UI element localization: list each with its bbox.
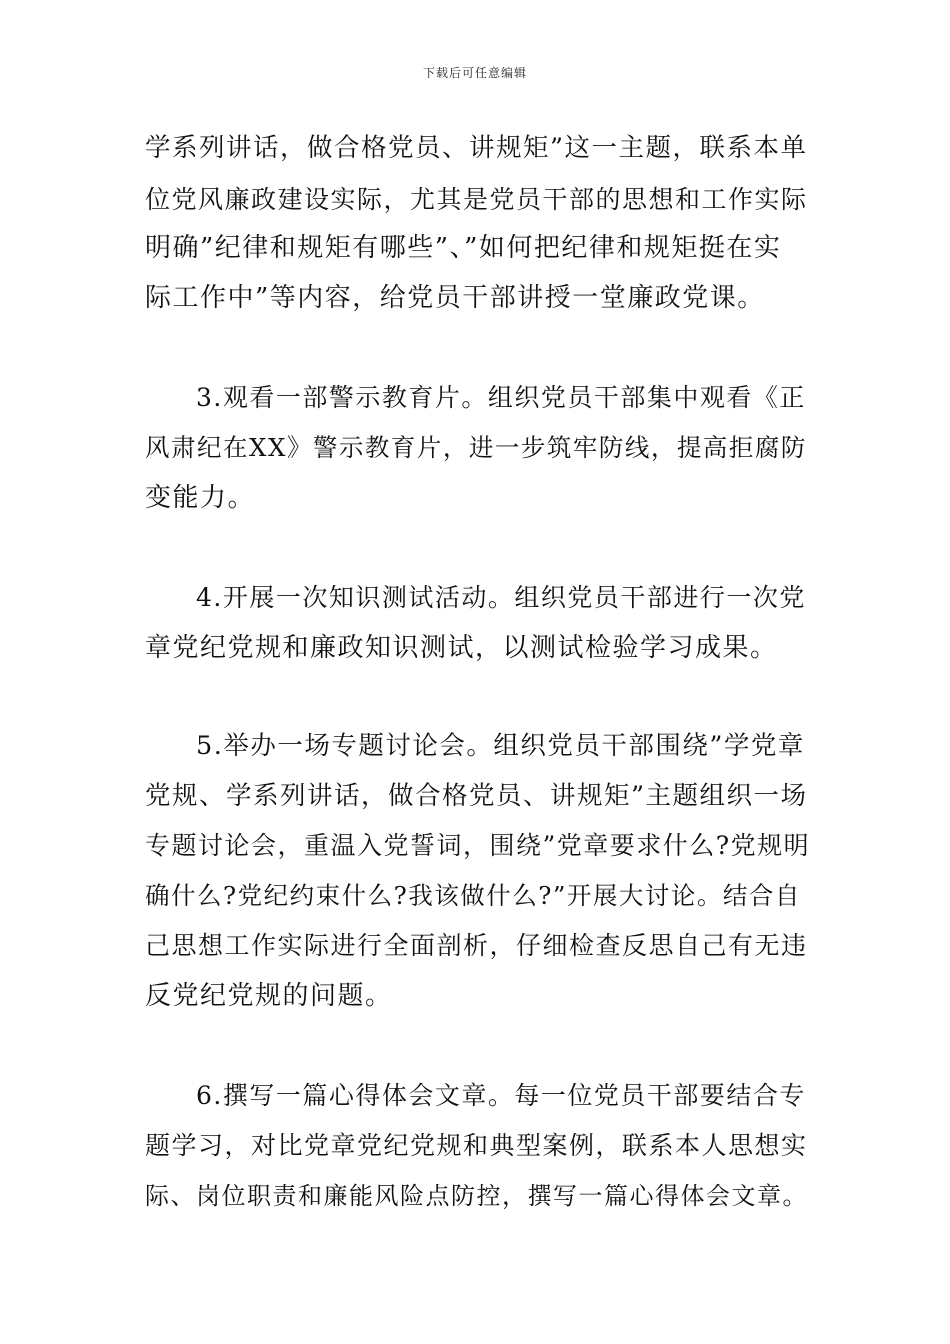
text-line: 变能力。 [145, 483, 256, 513]
text-line: 风肃纪在XX》警示教育片，进一步筑牢防线，提高拒腐防 [145, 433, 807, 462]
paragraph-4-line: 4.开展一次知识测试活动。组织党员干部进行一次党 [196, 583, 806, 612]
text-line: 学系列讲话，做合格党员、讲规矩”这一主题，联系本单 [145, 133, 808, 163]
text-line: 题学习，对比党章党纪党规和典型案例，联系本人思想实 [145, 1131, 808, 1160]
page-header: 下载后可任意编辑 [422, 66, 527, 80]
paragraph-5-line: 5.举办一场专题讨论会。组织党员干部围绕”学党章 [196, 731, 805, 761]
text-line: 章党纪党规和廉政知识测试，以测试检验学习成果。 [145, 633, 778, 663]
text-line: 明确”纪律和规矩有哪些”、”如何把纪律和规矩挺在实 [145, 233, 782, 263]
text-line: 己思想工作实际进行全面剖析，仔细检查反思自己有无违 [145, 931, 808, 960]
text-line: 党规、学系列讲话，做合格党员、讲规矩”主题组织一场 [145, 781, 808, 811]
text-line: 反党纪党规的问题。 [145, 981, 393, 1011]
text-line: 际、岗位职责和廉能风险点防控，撰写一篇心得体会文章。 [145, 1182, 808, 1210]
text-line: 确什么?党纪约束什么?我该做什么?”开展大讨论。结合自 [145, 881, 801, 910]
text-line: 际工作中”等内容，给党员干部讲授一堂廉政党课。 [145, 283, 765, 313]
text-line: 专题讨论会，重温入党誓词，围绕”党章要求什么?党规明 [145, 831, 811, 860]
paragraph-6-line: 6.撰写一篇心得体会文章。每一位党员干部要结合专 [196, 1081, 806, 1110]
text-line: 位党风廉政建设实际，尤其是党员干部的思想和工作实际 [145, 185, 808, 214]
paragraph-3-line: 3.观看一部警示教育片。组织党员干部集中观看《正 [196, 383, 806, 412]
